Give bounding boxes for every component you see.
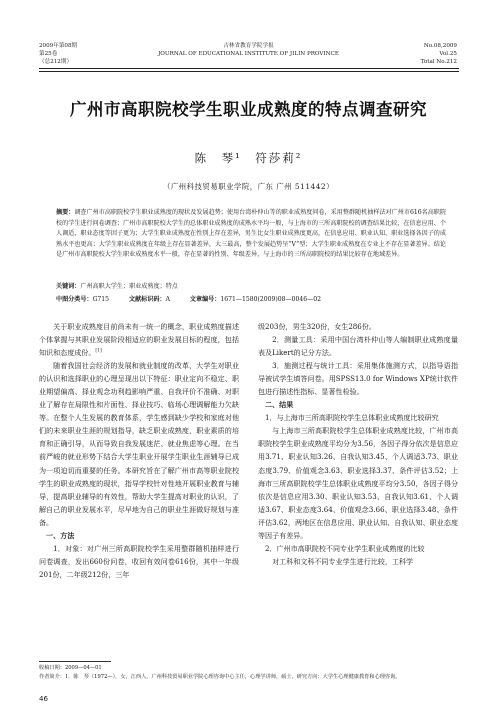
classification-line (56, 295, 446, 305)
paragraph (39, 320, 239, 359)
total-line: （总212期） (39, 59, 73, 65)
paragraph: 对工科和文科不同专业学生进行比较，工科学 (272, 556, 414, 566)
body-column-right (258, 320, 458, 568)
body-column-left (39, 320, 239, 581)
keywords-text: 广州高职大学生；职业成熟度；特点 (80, 283, 178, 290)
paragraph: 与上海市三所高职院校学生总体职业成熟度比较，广州市高职院校学生职业成熟度平均分为3.56，各因子得分依次是信息应用3.71、职业认知3.26、自我认知3.45、个人调适3.73、职业态度3.79、价值观念3.63、职业选择3.37、条件评估3.52；上海市三所高职院校学生总体职业成熟度平均分3.50，各因子得分依次是信息应用3.30、职业认知3.53、自我认知3.61、个人调适3.67、职业态度3.64、价值观念3.66、职业选择3.48、条件评估3.62，两地区在信息应用、职业认知、自我认知、职业态度等因子有差异。 (258, 426, 458, 540)
total-line-en: Total No.212 (420, 59, 457, 65)
volume-line-en: Vol.25 (439, 51, 457, 57)
subsection-heading: 2．广州市高职院校不同专业学生职业成熟度的比较 (265, 543, 425, 553)
section-heading: 二、结果 (265, 400, 294, 410)
article-number-label: 文章编号： (189, 296, 221, 303)
author-bio: 作者简介：1．陈 琴（1972—），女，江西人，广州科技贸易职业学院心理咨询中心主任，心理学讲师，硕士，研究方向：大学生心理健康教育和心理咨询。 (39, 673, 401, 680)
paragraph: 3．施测过程与统计工具：采用集体施测方式，以指导语指导被试学生填答问卷。用SPSS13.0 for Windows XP统计软件包进行描述性指标、显著性检验。 (258, 361, 458, 397)
header-rule (39, 68, 459, 69)
article-number-value: 1671—1580(2009)08—0046—02 (220, 296, 321, 303)
journal-name-en: JOURNAL OF EDUCATIONAL INSTITUTE OF JILIN PROVINCE (158, 51, 339, 57)
author-affiliation: （广州科技贸易职业学院，广东 广州 511442） (162, 182, 335, 191)
paragraph: 级203份，男生320份，女生286份。 (258, 322, 376, 331)
volume-line: 第25卷 (39, 51, 58, 57)
section-heading: 一、方法 (46, 530, 75, 540)
journal-issue-info-en (421, 42, 457, 66)
paragraph: 2．测量工具：采用中国台湾朴仲山等人编制职业成熟度量表及Likert的记分方法。 (258, 335, 458, 358)
received-date: 收稿日期：2009—04—01 (39, 665, 102, 671)
subsection-heading: 1．与上海市三所高职院校学生总体职业成熟度比较研究 (265, 413, 439, 423)
keywords (56, 282, 446, 292)
article-number (190, 295, 321, 305)
keywords-label: 关键词： (56, 283, 81, 290)
page-number: 46 (39, 695, 48, 703)
abstract-label: 摘要： (56, 209, 75, 216)
doc-value: A (165, 296, 170, 303)
journal-name-cn: 吉林省教育学院学报 (223, 43, 274, 49)
paragraph: 1．对象：对广州三所高职院校学生采用整群随机抽样进行问卷调查，发出660份问卷，收回有效问卷616份，其中一年级201份，二年级212份，三年 (39, 543, 239, 579)
header-rule-thin (39, 71, 459, 72)
citation-mark: [1] (95, 348, 102, 354)
footnote (39, 664, 459, 681)
article-authors: 陈 琴¹ 符莎莉² (194, 151, 303, 165)
clc-code (56, 295, 109, 305)
clc-value: G715 (92, 296, 110, 303)
issue-line: 2009年第08期 (39, 43, 78, 49)
doc-code (129, 295, 170, 305)
footnote-rule (39, 661, 111, 662)
paragraph-text: 关于职业成熟度目前尚未有一统一的概念，职业成熟度描述个体掌握与其职业发展阶段相适应的职业发展目标的程度，包括知识和态度成份。 (39, 322, 239, 358)
doc-label: 文献标识码： (129, 296, 166, 303)
abstract-text: 调查广州市高职院校学生职业成熟度的现状及发展趋势；使用台湾朴仲山等的职业成熟度问卷，采用整群随机抽样法对广州市616名高职院校的学生进行问卷调查；广州市高职院校大学生的总体职业成熟度的成熟水平均一般，与上海市的三所高职院校的调查结果比较，在信息应用、个人调适、职业态度等因子更为；大学生职业成熟度在性别上存在差异，男生比女生职业成熟度更高，在信息应用、职业认知、职业选择各因子的成熟水平也更高；大学生职业成熟度在年级上存在显著差异，大三最高，整个发展趋势呈“V”型；大学生职业成熟度在专业上不存在显著差异。结论是广州市高职院校大学生职业成熟度水平一般，存在显著的性别、年级差异，与上海市的三所高职院校的结果比较存在地域差异。 (56, 209, 446, 259)
clc-label: 中图分类号： (56, 296, 93, 303)
paragraph: 随着我国社会经济的发展和就业制度的改革，大学生对职业的认识和选择职业的心理呈现出以下特征：职业定向不稳定、职业期望偏高、择业观念功利趋影响严重、自我评价不准确、对职业了解存在局限性和片面性、择业技巧、临场心理调解能力欠缺等。在整个人生发展的教育体系，学生感到缺少学校和家庭对他们的未来职业生涯的规划指导，缺乏职业成熟度，职业素质的培育和正确引导，从而导致自我发展迷茫、就业焦虑等心理。在当前严峻的就业形势下结合大学生职业开展学生职业生涯辅导已成为一项迫切而重要的任务。本研究旨在了解广州市高等职业院校学生的职业成熟度的现状，指导学校针对性地开展职业教育与辅导，提高职业辅导的有效性，帮助大学生提高对职业的认识，了解自己的职业发展水平，尽早地为自己的职业生涯做好规划与准备。 (39, 361, 239, 527)
issue-line-en: No.08,2009 (423, 43, 457, 49)
article-title: 广州市高职院校学生职业成熟度的特点调查研究 (70, 100, 427, 119)
abstract (56, 208, 446, 261)
